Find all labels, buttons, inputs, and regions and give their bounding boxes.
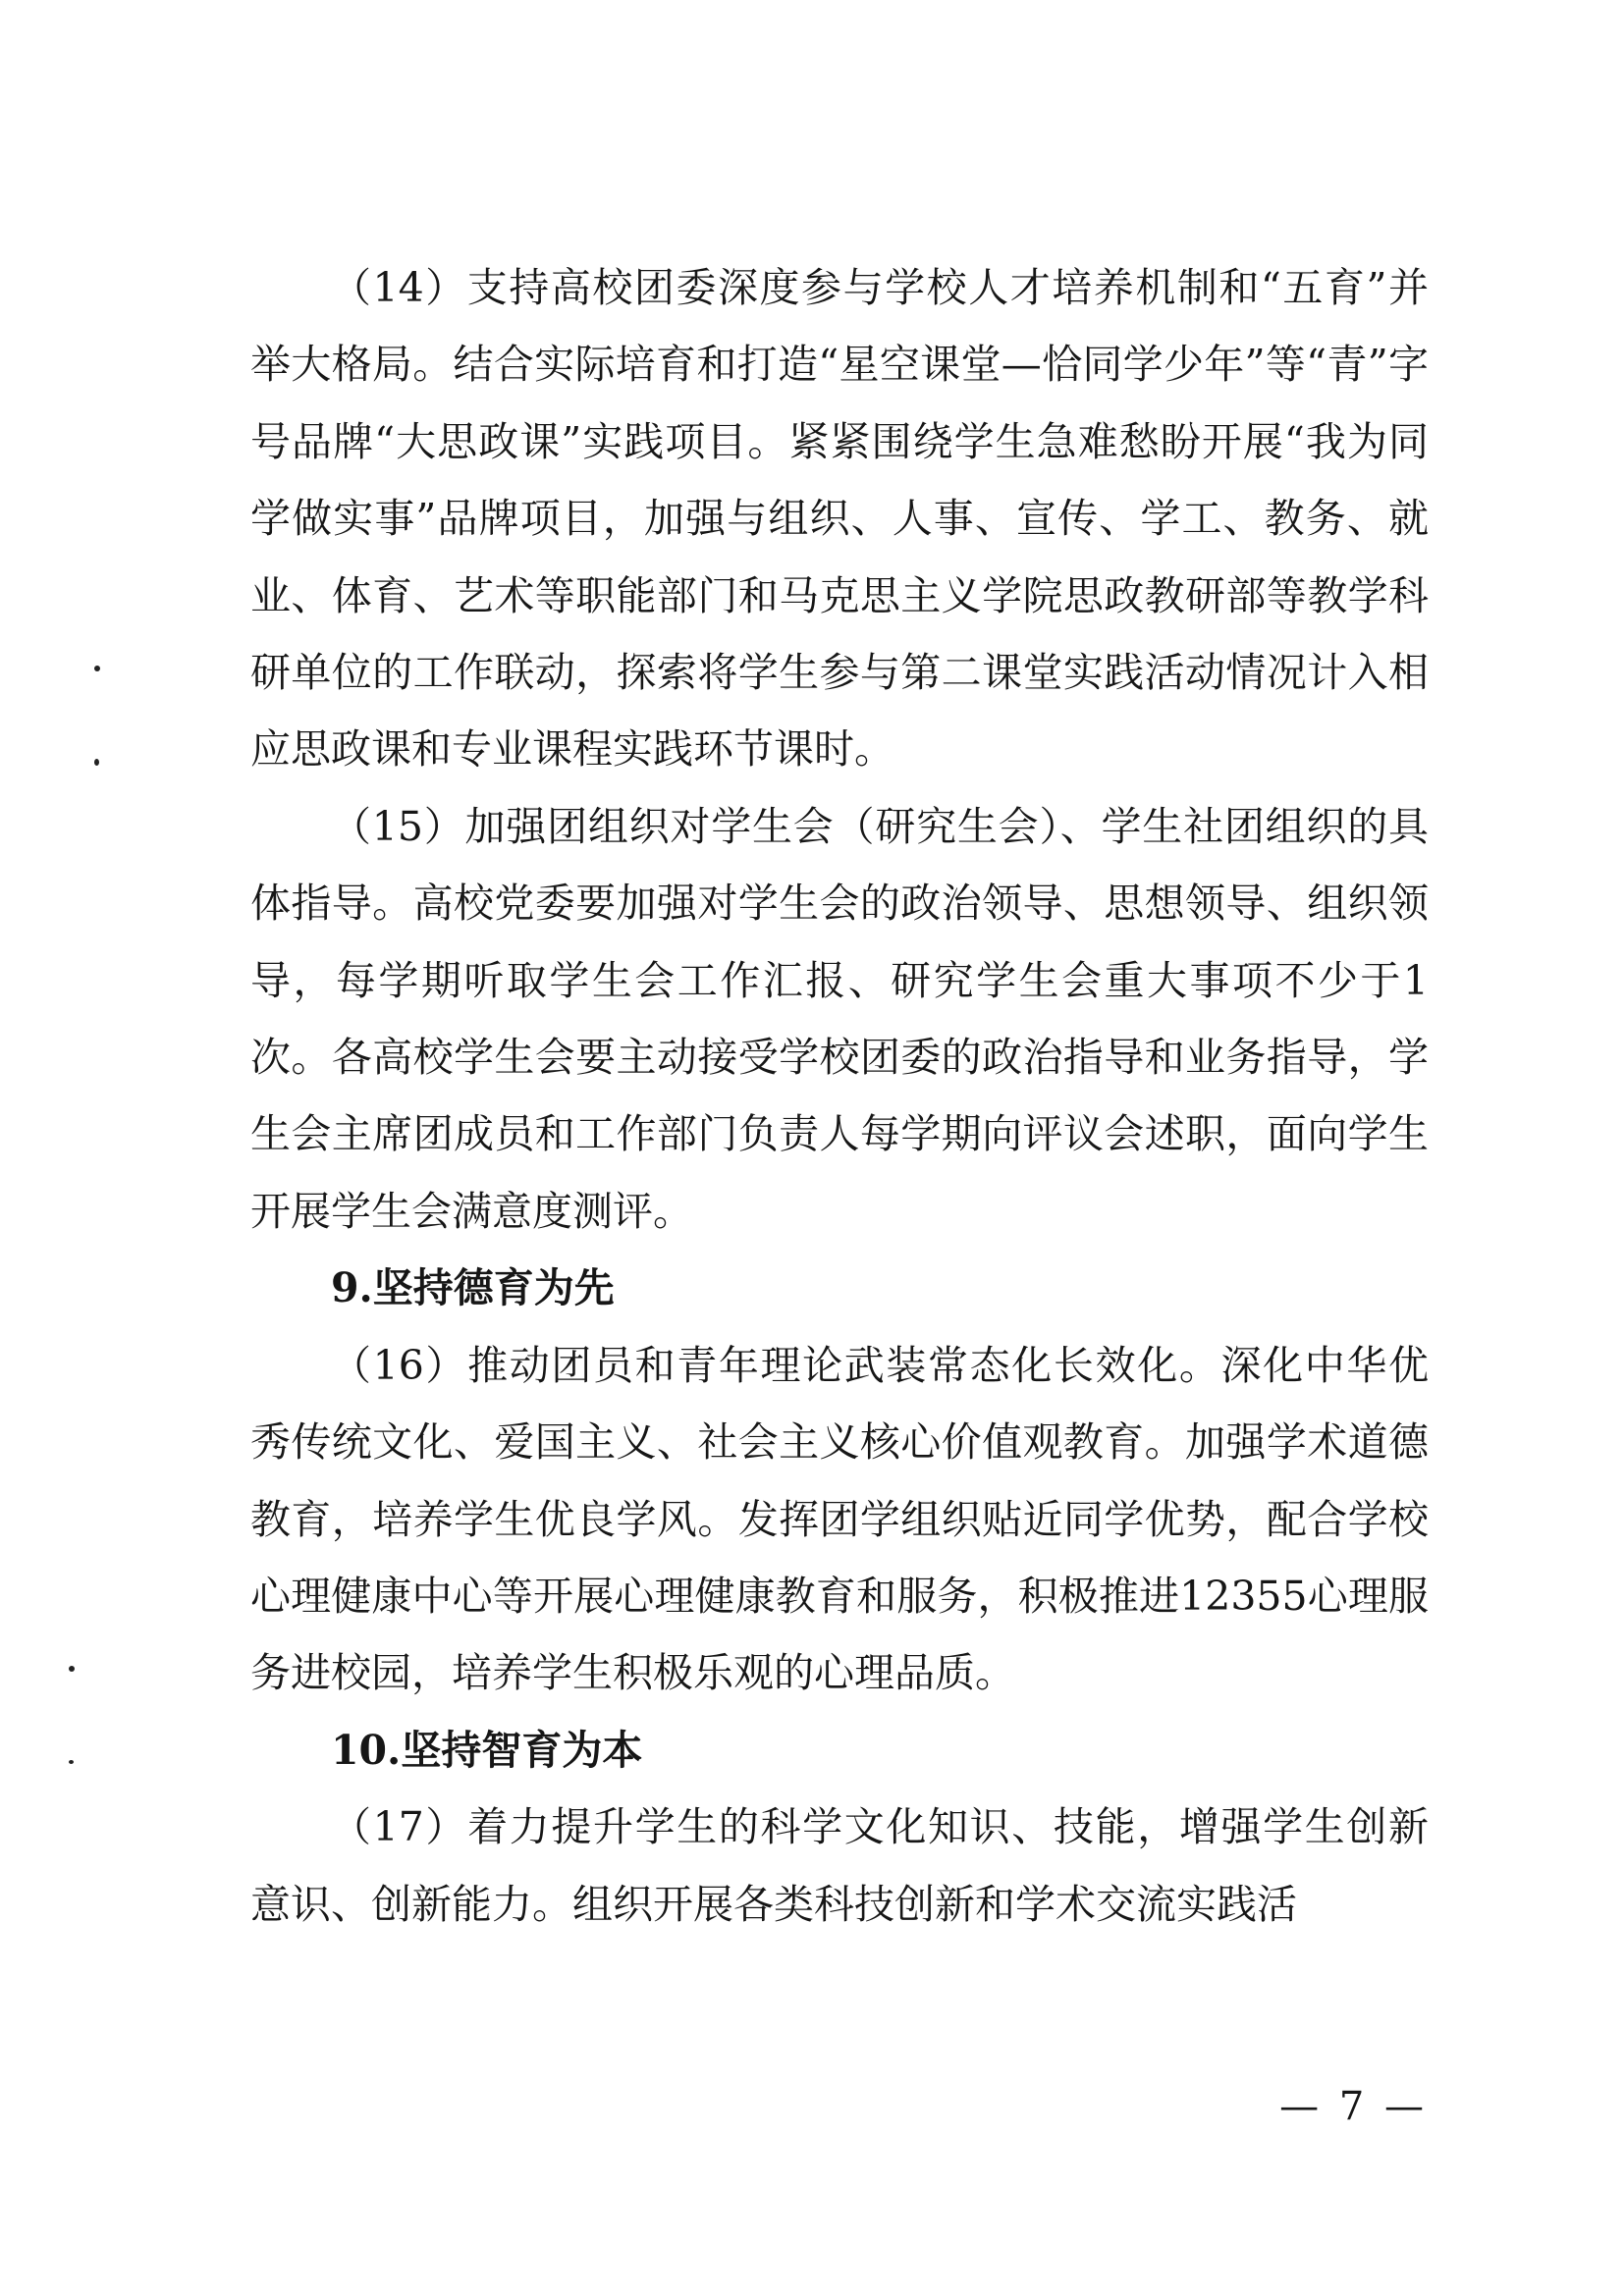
scan-speck xyxy=(94,666,100,671)
paragraph-17: （17）着力提升学生的科学文化知识、技能，增强学生创新意识、创新能力。组织开展各类科技创新和学术交流实践活 xyxy=(250,1803,1429,1928)
document-body xyxy=(250,249,1429,1943)
scan-speck xyxy=(94,759,99,766)
scan-speck xyxy=(69,1760,74,1764)
page-number: — 7 — xyxy=(1279,2084,1428,2129)
paragraph-14: （14）支持高校团委深度参与学校人才培养机制和“五育”并举大格局。结合实际培育和打造“星空课堂—恰同学少年”等“青”字号品牌“大思政课”实践项目。紧紧围绕学生急难愁盼开展“我为同学做实事”品牌项目，加强与组织、人事、宣传、学工、教务、就业、体育、艺术等职能部门和马克思主义学院思政教研部等教学科研单位的工作联动，探索将学生参与第二课堂实践活动情况计入相应思政课和专业课程实践环节课时。 xyxy=(250,264,1429,774)
paragraph-16: （16）推动团员和青年理论武装常态化长效化。深化中华优秀传统文化、爱国主义、社会主义核心价值观教育。加强学术道德教育，培养学生优良学风。发挥团学组织贴近同学优势，配合学校心理健康中心等开展心理健康教育和服务，积极推进12355心理服务进校园，培养学生积极乐观的心理品质。 xyxy=(250,1341,1429,1697)
paragraph-15: （15）加强团组织对学生会（研究生会）、学生社团组织的具体指导。高校党委要加强对学生会的政治领导、思想领导、组织领导，每学期听取学生会工作汇报、研究学生会重大事项不少于1次。各高校学生会要主动接受学校团委的政治指导和业务指导，学生会主席团成员和工作部门负责人每学期向评议会述职，面向学生开展学生会满意度测评。 xyxy=(250,802,1429,1235)
scan-speck xyxy=(69,1666,75,1672)
section-heading-9: 9.坚持德育为先 xyxy=(331,1264,615,1312)
section-heading-10: 10.坚持智育为本 xyxy=(331,1726,643,1774)
